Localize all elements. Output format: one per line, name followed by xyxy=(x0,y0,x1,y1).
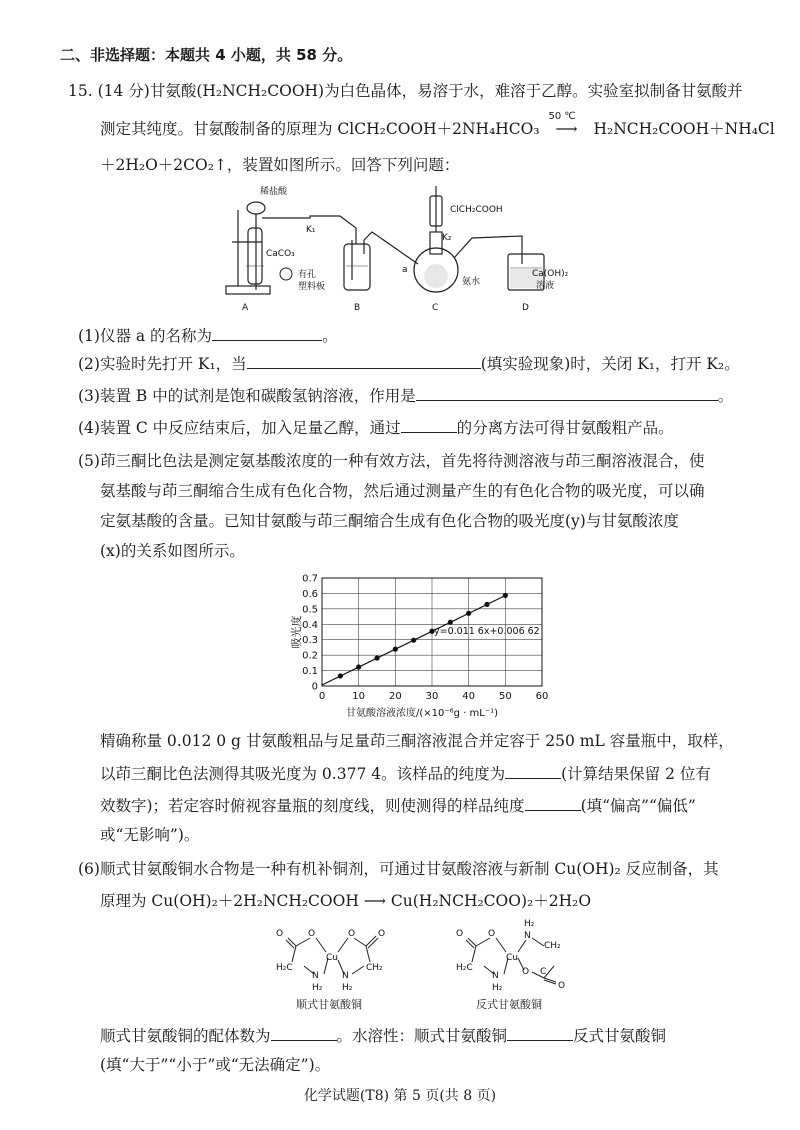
q15-part3: (3)装置 B 中的试剂是饱和碳酸氢钠溶液，作用是 。 xyxy=(78,384,733,407)
cis-caption: 顺式甘氨酸铜 xyxy=(296,998,362,1011)
atom-o: O xyxy=(348,929,356,939)
reaction-arrow: 50 ℃ ⟶ xyxy=(545,118,589,140)
x-tick-label: 40 xyxy=(462,691,476,702)
trans-caption: 反式甘氨酸铜 xyxy=(476,998,542,1011)
data-point xyxy=(466,611,471,616)
q15-part5b-l4: 或“无影响”)。 xyxy=(100,826,200,844)
x-tick-label: 20 xyxy=(388,691,402,702)
answer-blank-1[interactable] xyxy=(212,324,322,341)
answer-blank-6a[interactable] xyxy=(271,1024,337,1041)
q15-part6b-l1: 顺式甘氨酸铜的配体数为 。水溶性：顺式甘氨酸铜 反式甘氨酸铜 xyxy=(100,1024,666,1047)
y-tick-label: 0.1 xyxy=(302,666,318,678)
label-caoh2: Ca(OH)₂ xyxy=(532,269,569,279)
reaction-products: H₂NCH₂COOH＋NH₄Cl xyxy=(593,120,775,138)
atom-cu: Cu xyxy=(326,953,338,963)
atom-n: N xyxy=(312,971,319,981)
q15-part5b-l2: 以茚三酮比色法测得其吸光度为 0.377 4。该样品的纯度为 (计算结果保留 2 位有 xyxy=(100,762,711,785)
h2: H₂ xyxy=(312,983,323,993)
h2: H₂ xyxy=(342,983,353,993)
data-point xyxy=(338,673,343,678)
group-h2c: H₂C xyxy=(276,963,293,973)
label-k2: K₂ xyxy=(442,233,452,243)
q15-part6b-l2: (填“大于”“小于”或“无法确定”)。 xyxy=(100,1056,331,1074)
y-tick-label: 0.3 xyxy=(302,635,318,647)
atom-c: C xyxy=(540,967,547,977)
reaction-reactants: 测定其纯度。甘氨酸制备的原理为 ClCH₂COOH＋2NH₄HCO₃ xyxy=(100,120,540,138)
atom-n: N xyxy=(524,931,531,941)
answer-blank-3[interactable] xyxy=(416,384,718,401)
label-a: a xyxy=(402,265,408,275)
label-B: B xyxy=(354,303,361,313)
data-point xyxy=(448,620,453,625)
y-tick-label: 0.2 xyxy=(302,650,318,662)
q15-part5-l4: (x)的关系如图所示。 xyxy=(100,542,245,560)
data-point xyxy=(393,647,398,652)
label-clch2cooh: ClCH₂COOH xyxy=(450,205,503,215)
q15-part1: (1)仪器 a 的名称为 。 xyxy=(78,324,338,347)
answer-blank-2[interactable] xyxy=(247,352,481,369)
atom-n: N xyxy=(342,971,349,981)
q15-part6-l1: (6)顺式甘氨酸铜水合物是一种有机补铜剂，可通过甘氨酸溶液与新制 Cu(OH)₂ 反应制备，其 xyxy=(78,860,719,878)
q15-part5b-l1: 精确称量 0.012 0 g 甘氨酸粗品与足量茚三酮溶液混合并定容于 250 mL 容量瓶中，取样， xyxy=(100,732,734,750)
label-C: C xyxy=(432,303,439,313)
atom-o: O xyxy=(488,929,496,939)
data-point xyxy=(503,593,508,598)
x-axis-label: 甘氨酸溶液浓度/(×10⁻⁶g · mL⁻¹) xyxy=(345,708,499,718)
label-solution: 溶液 xyxy=(536,281,555,291)
atom-o: O xyxy=(522,967,530,977)
y-tick-label: 0 xyxy=(311,681,318,693)
label-k1: K₁ xyxy=(306,225,316,235)
group-h2c: H₂C xyxy=(456,963,473,973)
q15-line1: 15. (14 分)甘氨酸(H₂NCH₂COOH)为白色晶体，易溶于水，难溶于乙醇。实验室拟制备甘氨酸并 xyxy=(68,82,743,100)
x-tick-label: 10 xyxy=(352,691,366,702)
page-footer: 化学试题(T8) 第 5 页(共 8 页) xyxy=(303,1088,497,1104)
trans-structure xyxy=(446,916,580,996)
q15-part2: (2)实验时先打开 K₁，当 (填实验现象)时，关闭 K₁，打开 K₂。 xyxy=(78,352,740,375)
q15-part5b-l3: 效数字)；若定容时俯视容量瓶的刻度线，则使测得的样品纯度 (填“偏高”“偏低” xyxy=(100,794,696,817)
label-porous-2: 塑料板 xyxy=(298,282,326,292)
answer-blank-5a[interactable] xyxy=(505,762,561,779)
group-ch2: CH₂ xyxy=(366,963,383,973)
atom-o: O xyxy=(378,929,386,939)
h2: H₂ xyxy=(524,919,535,929)
data-point xyxy=(484,602,489,607)
label-dilute-hcl: 稀盐酸 xyxy=(260,187,288,197)
atom-cu: Cu xyxy=(506,953,518,963)
arrow-condition: 50 ℃ xyxy=(548,111,576,122)
absorbance-chart xyxy=(282,568,572,718)
data-point xyxy=(356,664,361,669)
h2: H₂ xyxy=(492,983,503,993)
answer-blank-4[interactable] xyxy=(401,416,457,433)
group-ch2: CH₂ xyxy=(544,941,561,951)
data-point xyxy=(374,655,379,660)
label-caco3: CaCO₃ xyxy=(266,249,295,259)
answer-blank-6b[interactable] xyxy=(507,1024,573,1041)
q15-line3: ＋2H₂O＋2CO₂↑，装置如图所示。回答下列问题： xyxy=(100,156,460,174)
atom-o: O xyxy=(276,929,284,939)
fit-equation: y=0.011 6x+0.006 62 xyxy=(434,626,540,637)
section-header: 二、非选择题：本题共 4 小题，共 58 分。 xyxy=(60,46,353,64)
x-tick-label: 30 xyxy=(425,691,439,702)
y-tick-label: 0.6 xyxy=(302,588,318,600)
atom-n: N xyxy=(492,971,499,981)
data-point xyxy=(411,638,416,643)
apparatus-diagram xyxy=(222,182,582,317)
label-A: A xyxy=(242,303,249,313)
x-tick-label: 60 xyxy=(535,691,549,702)
y-tick-label: 0.5 xyxy=(302,604,318,616)
atom-o: O xyxy=(456,929,464,939)
q15-part5-l1: (5)茚三酮比色法是测定氨基酸浓度的一种有效方法，首先将待测溶液与茚三酮溶液混合，使 xyxy=(78,452,705,470)
q15-part5-l3: 定氨基酸的含量。已知甘氨酸与茚三酮缩合生成有色化合物的吸光度(y)与甘氨酸浓度 xyxy=(100,512,679,530)
atom-o: O xyxy=(558,981,566,991)
q15-part6-l2: 原理为 Cu(OH)₂＋2H₂NCH₂COOH ⟶ Cu(H₂NCH₂COO)₂＋2H₂O xyxy=(100,892,592,910)
label-porous-1: 有孔 xyxy=(298,270,317,280)
atom-o: O xyxy=(308,929,316,939)
label-ammonia: 氨水 xyxy=(462,277,481,287)
label-D: D xyxy=(522,303,529,313)
y-tick-label: 0.4 xyxy=(302,619,318,631)
q15-part4: (4)装置 C 中反应结束后，加入足量乙醇，通过 的分离方法可得甘氨酸粗产品。 xyxy=(78,416,674,439)
x-tick-label: 50 xyxy=(498,691,512,702)
y-axis-label: 吸光度 xyxy=(290,615,303,649)
q15-part5-l2: 氨基酸与茚三酮缩合生成有色化合物，然后通过测量产生的有色化合物的吸光度，可以确 xyxy=(100,482,705,500)
q15-line2 xyxy=(100,111,775,140)
y-tick-label: 0.7 xyxy=(302,573,318,585)
answer-blank-5b[interactable] xyxy=(525,794,581,811)
cis-structure xyxy=(266,922,400,994)
x-tick-label: 0 xyxy=(318,691,326,702)
